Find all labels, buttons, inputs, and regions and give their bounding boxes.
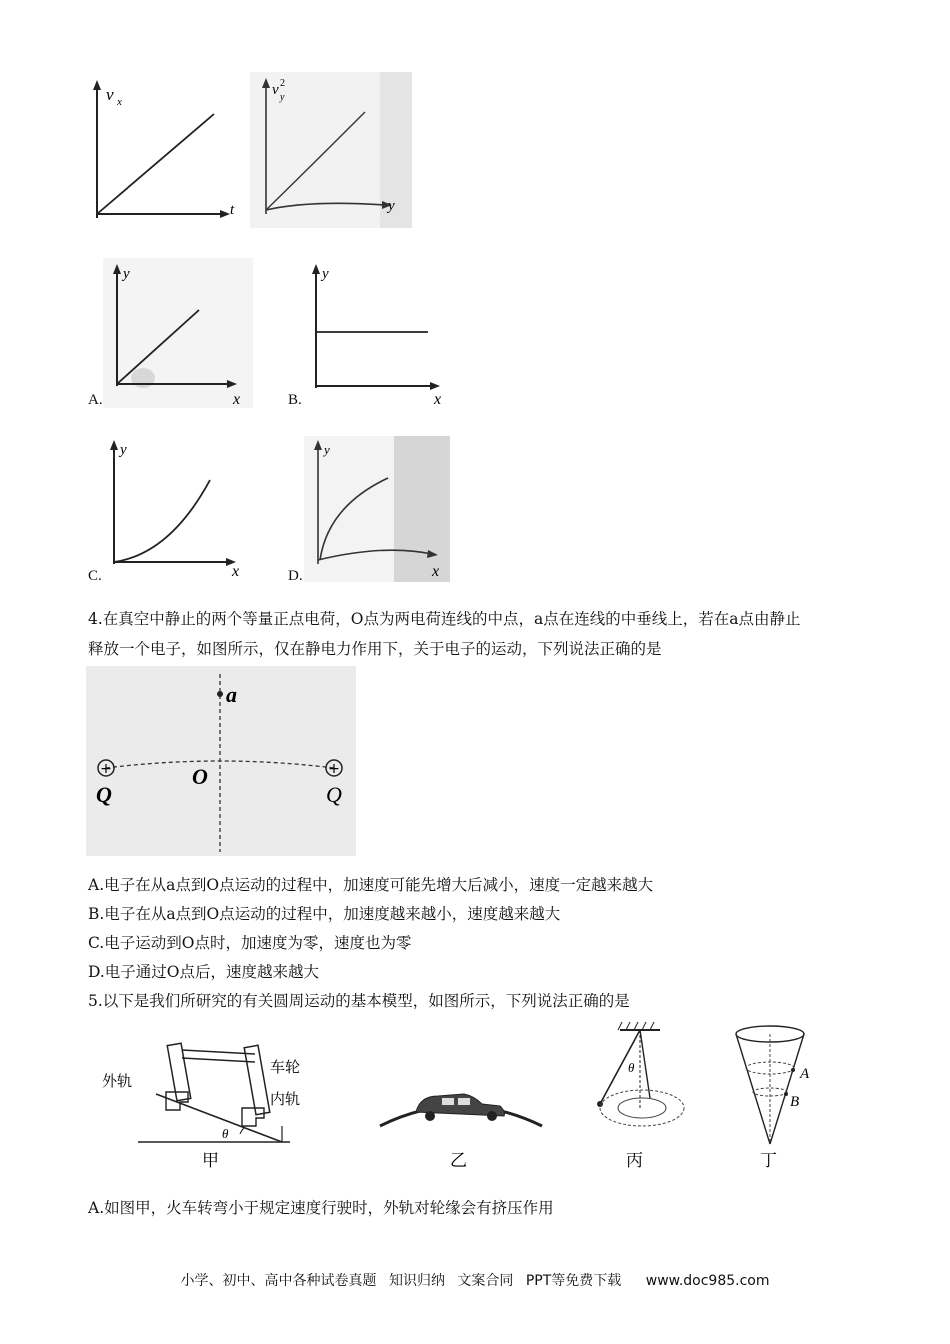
label-charge-q-right: Q bbox=[326, 782, 342, 807]
g2-ysub: y bbox=[280, 92, 285, 103]
plus-sign-left: + bbox=[100, 761, 112, 777]
graph-d-ylabel: y bbox=[324, 442, 330, 457]
option-b-label: B. bbox=[288, 392, 302, 408]
q4-option-b: B.电子在从a点到O点运动的过程中，加速度越来越小，速度越来越大 bbox=[88, 905, 561, 923]
label-inner-rail: 内轨 bbox=[270, 1090, 301, 1108]
graph-d-xlabel: x bbox=[432, 563, 440, 580]
label-wheel: 车轮 bbox=[270, 1058, 301, 1076]
figure-jia-rail bbox=[102, 1043, 300, 1171]
option-a-label: A. bbox=[88, 392, 103, 408]
graph-b-ylabel: y bbox=[322, 266, 329, 282]
graph-a-ylabel: y bbox=[123, 266, 130, 282]
footer-text-2: 知识归纳 bbox=[388, 1273, 445, 1289]
graph-c-ylabel: y bbox=[120, 442, 127, 458]
label-charge-q-left: Q bbox=[96, 782, 112, 807]
footer-text-3: 文案合同 bbox=[457, 1273, 514, 1289]
label-outer-rail: 外轨 bbox=[102, 1072, 133, 1090]
label-jia: 甲 bbox=[202, 1151, 219, 1171]
figure-yi-car bbox=[380, 1094, 542, 1171]
figure-bing-pendulum bbox=[597, 1022, 684, 1171]
q5-text: 5.以下是我们所研究的有关圆周运动的基本模型，如图所示，下列说法正确的是 bbox=[88, 992, 630, 1010]
label-point-a: a bbox=[226, 682, 237, 707]
g1-xlabel: t bbox=[230, 202, 235, 218]
label-point-b-cone: B bbox=[790, 1094, 800, 1110]
q5-figure-models bbox=[90, 1016, 850, 1176]
label-center-o: O bbox=[192, 764, 208, 789]
label-theta-jia: θ bbox=[222, 1126, 229, 1141]
q4-line2: 释放一个电子，如图所示，仅在静电力作用下，关于电子的运动，下列说法正确的是 bbox=[88, 640, 662, 658]
q4-option-d: D.电子通过O点后，速度越来越大 bbox=[88, 963, 320, 981]
label-yi: 乙 bbox=[450, 1151, 467, 1171]
option-d-label: D. bbox=[288, 568, 303, 584]
g2-xlabel: y bbox=[388, 198, 395, 214]
figure-ding-cone bbox=[736, 1026, 810, 1171]
q4-figure-charges bbox=[86, 666, 356, 856]
page-footer bbox=[0, 1270, 950, 1290]
g2-ylabel: v bbox=[272, 82, 279, 98]
footer-text-1: 小学、初中、高中各种试卷真题 bbox=[180, 1273, 377, 1289]
label-point-a-cone: A bbox=[800, 1066, 810, 1082]
q4-option-a: A.电子在从a点到O点运动的过程中，加速度可能先增大后减小，速度一定越来越大 bbox=[88, 876, 654, 894]
footer-text-4: PPT等免费下载 bbox=[525, 1273, 622, 1289]
graph-option-d bbox=[304, 436, 450, 582]
graph-vy2-y bbox=[250, 72, 412, 228]
label-ding: 丁 bbox=[760, 1151, 777, 1171]
label-theta-bing: θ bbox=[628, 1060, 635, 1075]
option-c-label: C. bbox=[88, 568, 102, 584]
g2-ysup: 2 bbox=[280, 78, 285, 89]
g1-ysub: x bbox=[117, 96, 122, 108]
plus-sign-right: + bbox=[328, 761, 340, 777]
graph-vx-t bbox=[84, 78, 244, 228]
q4-option-c: C.电子运动到O点时，加速度为零，速度也为零 bbox=[88, 934, 412, 952]
footer-site-link[interactable]: www.doc985.com bbox=[645, 1273, 770, 1289]
graph-c-xlabel: x bbox=[232, 563, 240, 580]
g1-ylabel: v bbox=[106, 85, 114, 104]
graph-option-c bbox=[100, 436, 250, 582]
label-bing: 丙 bbox=[626, 1151, 643, 1171]
q5-option-a: A.如图甲，火车转弯小于规定速度行驶时，外轨对轮缘会有挤压作用 bbox=[88, 1199, 554, 1217]
q4-text bbox=[88, 604, 868, 664]
graph-b-xlabel: x bbox=[434, 391, 442, 408]
q4-line1: 4.在真空中静止的两个等量正点电荷，O点为两电荷连线的中点，a点在连线的中垂线上，若在a点由静止 bbox=[88, 610, 801, 628]
graph-a-xlabel: x bbox=[233, 391, 241, 408]
graph-option-a bbox=[103, 258, 253, 408]
graph-option-b bbox=[302, 258, 452, 408]
